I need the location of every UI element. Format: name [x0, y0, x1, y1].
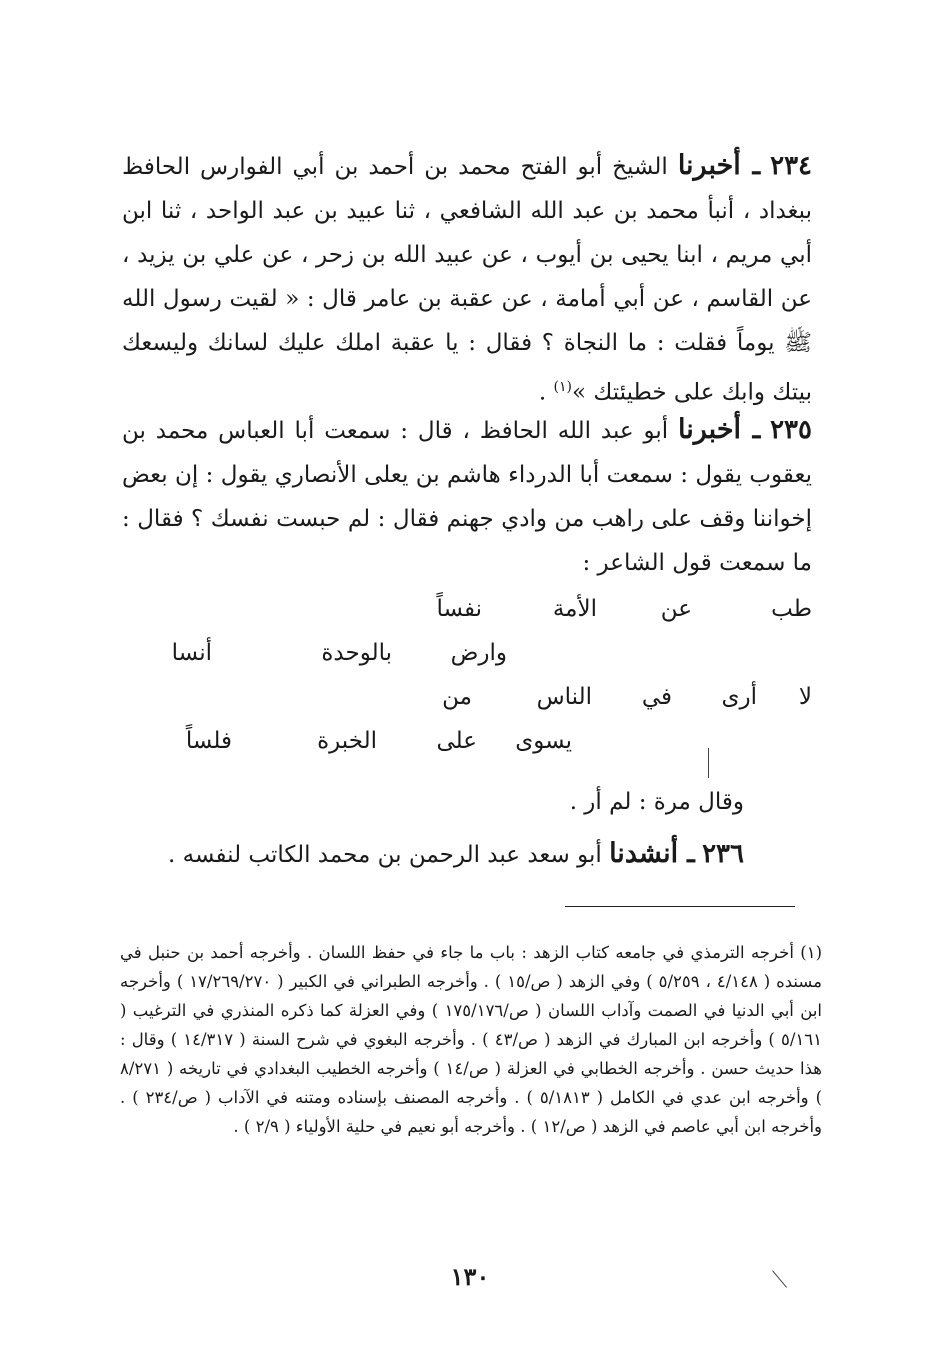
poem-line: [122, 684, 812, 728]
poem-word: الخبرة: [317, 728, 377, 754]
poem-word: وارض: [450, 640, 507, 666]
poem-word: فلساً: [185, 728, 232, 754]
entry-236: ٢٣٦ ـ أنشدنا أبو سعد عبد الرحمن بن محمد الكاتب لنفسه .: [168, 838, 744, 869]
poem-word: لا: [798, 684, 812, 710]
poem-line: [122, 596, 812, 640]
poem-word: من: [442, 684, 472, 710]
footnote: [120, 938, 822, 1141]
poem-word: الأمة: [552, 596, 597, 622]
after-poem-line: وقال مرة : لم أر .: [569, 789, 744, 815]
entry-234: ٢٣٤ ـ أخبرنا الشيخ أبو الفتح محمد بن أحمد بن أبي الفوارس الحافظ ببغداد ، أنبأ محمد بن عبد الله الشافعي ، ثنا عبيد بن عبد الواحد ، ثنا ابن أبي مريم ، ابنا يحيى بن أيوب ، عن عبيد الله بن زحر ، عن علي بن يزيد ، عن القاسم ، عن أبي أمامة ، عن عقبة بن عامر قال : « لقيت رسول الله ﷺ يوماً فقلت : ما النجاة ؟ فقال : يا عقبة املك عليك لسانك وليسعك بيتك وابك على خطيئتك »$^{(١)}$ .: [122, 150, 813, 406]
entry-text: أبو سعد عبد الرحمن بن محمد الكاتب لنفسه .: [168, 842, 602, 868]
footnote-separator: [565, 906, 795, 907]
entry-lead-word: أخبرنا: [678, 414, 742, 445]
poem-word: أنسا: [171, 640, 212, 666]
poem-word: نفساً: [436, 596, 482, 622]
entry-lead-word: أنشدنا: [609, 838, 679, 869]
footnote-number: (١): [800, 943, 822, 962]
entry-text: الشيخ أبو الفتح محمد بن أحمد بن أبي الفوارس الحافظ ببغداد ، أنبأ محمد بن عبد الله الشافعي ، ثنا عبيد بن عبد الواحد ، ثنا ابن أبي مريم ، ابنا يحيى بن أيوب ، عن عبيد الله بن زحر ، عن علي بن يزيد ، عن القاسم ، عن أبي أمامة ، عن عقبة بن عامر قال : « لقيت رسول الله ﷺ يوماً فقلت : ما النجاة ؟ فقال : يا عقبة املك عليك لسانك وليسعك بيتك وابك على خطيئتك »: [122, 154, 812, 406]
entry-end: .: [538, 379, 554, 406]
scan-mark: [708, 748, 709, 778]
entry-number: ٢٣٤: [770, 151, 813, 181]
entry-lead-word: أخبرنا: [677, 150, 741, 181]
poem-word: أرى: [721, 684, 757, 710]
after-poem-text: [570, 780, 744, 824]
footnote-reference[interactable]: (١): [553, 379, 572, 395]
entry-number: ٢٣٦: [702, 839, 744, 869]
poem-word: عن: [660, 596, 692, 622]
footnote-text: أخرجه الترمذي في جامعه كتاب الزهد : باب ما جاء في حفظ اللسان . وأخرجه أحمد بن حنبل في مسنده ( ٤/١٤٨ ، ٥/٢٥٩ ) وفي الزهد ( ص/١٥ ) . وأخرجه الطبراني في الكبير ( ١٧/٢٦٩/٢٧٠ ) وأخرجه ابن أبي الدنيا في الصمت وآداب اللسان ( ص/١٧٥/١٧٦ ) وفي العزلة كما ذكره المنذري في الترغيب ( ٥/١٦١ ) وأخرجه ابن المبارك في الزهد ( ص/٤٣ ) . وأخرجه البغوي في شرح السنة ( ١٤/٣١٧ ) وقال : هذا حديث حسن . وأخرجه الخطابي في العزلة ( ص/١٤ ) وأخرجه الخطيب البغدادي في تاريخه ( ٨/٢٧١ ) وأخرجه ابن عدي في الكامل ( ٥/١٨١٣ ) . وأخرجه المصنف بإسناده ومتنه في الآداب ( ص/٢٣٤ ) . وأخرجه ابن أبي عاصم في الزهد ( ص/١٢ ) . وأخرجه أبو نعيم في حلية الأولياء ( ٢/٩ ) .: [120, 943, 823, 1136]
poem-line: [122, 640, 812, 684]
poem-word: على: [436, 728, 477, 754]
page-number: ١٣٠: [450, 1262, 490, 1291]
poem-word: طب: [771, 596, 812, 622]
poem: [122, 596, 812, 772]
entry-text: أبو عبد الله الحافظ ، قال : سمعت أبا العباس محمد بن يعقوب يقول : سمعت أبا الدرداء هاشم بن يعلى الأنصاري يقول : إن بعض إخواننا وقف على راهب من وادي جهنم فقال : لم حبست نفسك ؟ فقال : ما سمعت قول الشاعر :: [122, 418, 812, 576]
poem-word: يسوى: [515, 728, 572, 754]
poem-word: الناس: [536, 684, 592, 710]
poem-word: في: [641, 684, 672, 710]
entry-235: ٢٣٥ ـ أخبرنا أبو عبد الله الحافظ ، قال : سمعت أبا العباس محمد بن يعقوب يقول : سمعت أبا الدرداء هاشم بن يعلى الأنصاري يقول : إن بعض إخواننا وقف على راهب من وادي جهنم فقال : لم حبست نفسك ؟ فقال : ما سمعت قول الشاعر :: [122, 414, 812, 576]
poem-word: بالوحدة: [321, 640, 392, 666]
entry-number: ٢٣٥: [770, 415, 812, 445]
